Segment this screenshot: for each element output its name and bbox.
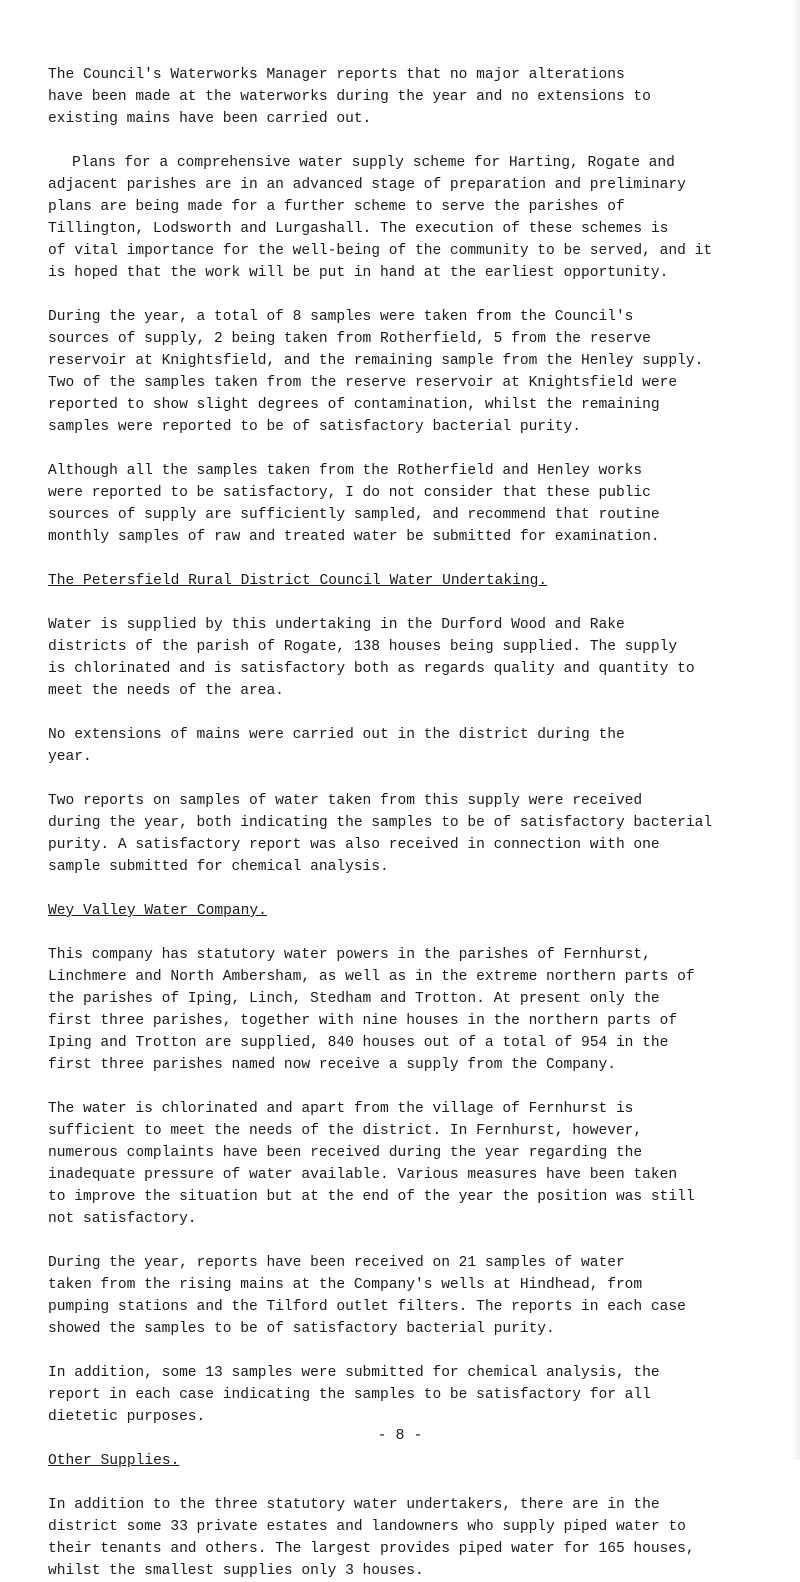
heading-petersfield-undertaking: The Petersfield Rural District Council Water Undertaking.: [48, 573, 548, 589]
page-number: - 8 -: [377, 1427, 423, 1444]
paragraph-two-reports: Two reports on samples of water taken from this supply were received during the year, both indicating the samples to be of satisfactory bacterial purity. A satisfactory report was also received in connection with one sample submitted for chemical analysis.: [48, 793, 713, 875]
paragraph-chemical-analysis: In addition, some 13 samples were submitted for chemical analysis, the report in each case indicating the samples to be satisfactory for all dietetic purposes.: [48, 1365, 660, 1425]
paragraph-hindhead-samples: During the year, reports have been received on 21 samples of water taken from the rising mains at the Company's wells at Hindhead, from pumping stations and the Tilford outlet filters. The reports in each case showed the samples to be of satisfactory bacterial purity.: [48, 1255, 686, 1337]
document-page: [48, 64, 768, 1582]
spacer: [48, 878, 768, 900]
spacer: [48, 284, 768, 306]
spacer: [48, 922, 768, 944]
paragraph-private-estates: In addition to the three statutory water undertakers, there are in the district some 33 private estates and landowners who supply piped water to their tenants and others. The largest provides piped water for 165 houses, whilst the smallest supplies only 3 houses.: [48, 1497, 695, 1579]
spacer: [48, 768, 768, 790]
paragraph-no-extensions: No extensions of mains were carried out in the district during the year.: [48, 727, 625, 765]
spacer: [48, 548, 768, 570]
spacer: [48, 1340, 768, 1362]
spacer: [48, 1230, 768, 1252]
paragraph-sampling-recommendation: Although all the samples taken from the Rotherfield and Henley works were reported to be satisfactory, I do not consider that these public sources of supply are sufficiently sampled, and recommend that routine monthly samples of raw and treated water be submitted for examination.: [48, 463, 660, 545]
paragraph-company-powers: This company has statutory water powers in the parishes of Fernhurst, Linchmere and North Ambersham, as well as in the extreme northern parts of the parishes of Iping, Linch, Stedham and Trotton. At present only the first three parishes, together with nine houses in the northern parts of Iping and Trotton are supplied, 840 houses out of a total of 954 in the first three parishes named now receive a supply from the Company.: [48, 947, 695, 1073]
paragraph-durford-supply: Water is supplied by this undertaking in the Durford Wood and Rake districts of the parish of Rogate, 138 houses being supplied. The supply is chlorinated and is satisfactory both as regards quality and quantity to meet the needs of the area.: [48, 617, 695, 699]
paragraph-supply-schemes: Plans for a comprehensive water supply scheme for Harting, Rogate and adjacent parishes are in an advanced stage of preparation and preliminary plans are being made for a further scheme to serve the parishes of Tillington, Lodsworth and Lurgashall. The execution of these schemes is of vital importance for the well-being of the community to be served, and it is hoped that the work will be put in hand at the earliest opportunity.: [48, 155, 713, 281]
paragraph-samples-taken: During the year, a total of 8 samples were taken from the Council's sources of supply, 2 being taken from Rotherfield, 5 from the reserve reservoir at Knightsfield, and the remaining sample from the Henley supply. Two of the samples taken from the reserve reservoir at Knightsfield were reported to show slight degrees of contamination, whilst the remaining samples were reported to be of satisfactory bacterial purity.: [48, 309, 704, 435]
paragraph-chlorination-fernhurst: The water is chlorinated and apart from the village of Fernhurst is sufficient to meet the needs of the district. In Fernhurst, however, numerous complaints have been received during the year regarding the inadequate pressure of water available. Various measures have been taken to improve the situation but at the end of the year the position was still not satisfactory.: [48, 1101, 695, 1227]
spacer: [48, 1076, 768, 1098]
spacer: [48, 1472, 768, 1494]
spacer: [48, 592, 768, 614]
spacer: [48, 130, 768, 152]
heading-other-supplies: Other Supplies.: [48, 1453, 180, 1469]
paragraph-waterworks-manager: The Council's Waterworks Manager reports that no major alterations have been made at the waterworks during the year and no extensions to existing mains have been carried out.: [48, 67, 651, 127]
spacer: [48, 702, 768, 724]
heading-wey-valley: Wey Valley Water Company.: [48, 903, 267, 919]
spacer: [48, 438, 768, 460]
scan-edge-shadow: [792, 0, 800, 1460]
